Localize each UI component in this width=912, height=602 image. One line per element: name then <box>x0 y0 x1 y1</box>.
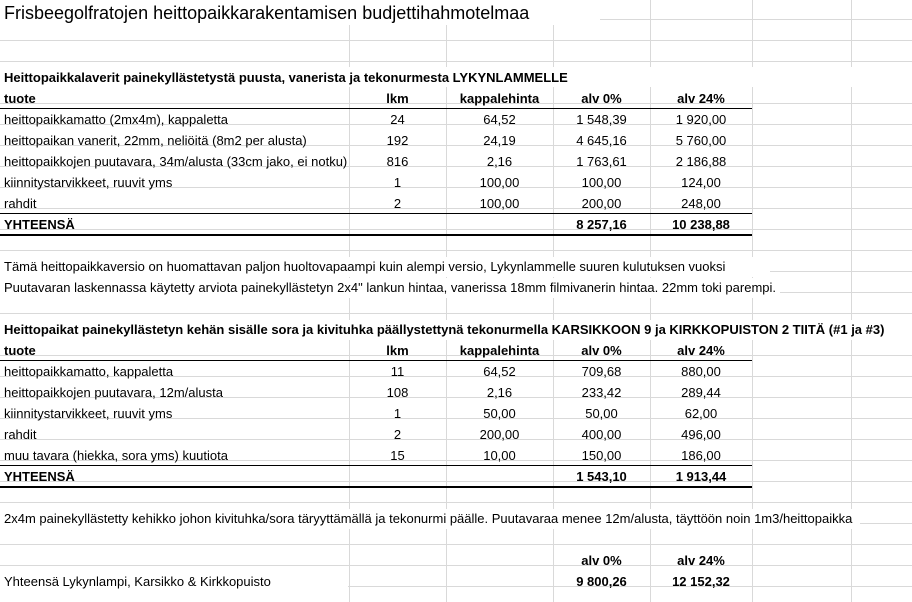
cell-tuote: rahdit <box>4 196 37 211</box>
col-header-lkm: lkm <box>386 91 409 106</box>
cell-lkm: 816 <box>386 154 409 169</box>
cell-kappalehinta: 10,00 <box>483 448 516 463</box>
total-alv0: 1 543,10 <box>576 469 627 484</box>
cell-tuote: heittopaikkojen puutavara, 34m/alusta (33cm jako, ei notku) <box>4 154 348 169</box>
note-text: Tämä heittopaikkaversio on huomattavan paljon huoltovapaampi kuin alempi versio, Lykynlammelle suuren kulutuksen vuoksi <box>4 259 726 274</box>
total-alv24: 1 913,44 <box>675 469 727 484</box>
sheet-title: Frisbeegolfratojen heittopaikkarakentamisen budjettihahmotelmaa <box>4 3 530 23</box>
table-row <box>0 151 912 172</box>
cell-kappalehinta: 100,00 <box>479 175 520 190</box>
cell-lkm: 24 <box>390 112 405 127</box>
cell-alv24: 496,00 <box>681 427 721 442</box>
cell-alv24: 1 920,00 <box>675 112 727 127</box>
total-label: YHTEENSÄ <box>4 469 75 484</box>
cell-tuote: heittopaikan vanerit, 22mm, neliöitä (8m2 per alusta) <box>4 133 307 148</box>
total-label: YHTEENSÄ <box>4 217 75 232</box>
table-row <box>0 445 912 466</box>
col-header-alv0: alv 0% <box>581 91 622 106</box>
col-header-kappalehinta: kappalehinta <box>459 91 540 106</box>
col-header-lkm: lkm <box>386 343 409 358</box>
note-text: 2x4m painekyllästetty kehikko johon kivituhka/sora täryyttämällä ja tekonurmi päälle. Puutavaraa menee 12m/alusta, täyttöön noin 1m3/heittopaikka <box>4 511 853 526</box>
grand-col-alv0: alv 0% <box>581 553 622 568</box>
table-row <box>0 172 912 193</box>
cell-alv24: 289,44 <box>681 385 721 400</box>
cell-tuote: muu tavara (hiekka, sora yms) kuutiota <box>4 448 228 463</box>
cell-lkm: 1 <box>393 175 402 190</box>
cell-alv24: 186,00 <box>681 448 721 463</box>
cell-alv0: 100,00 <box>581 175 622 190</box>
grand-total-label: Yhteensä Lykynlampi, Karsikko & Kirkkopuisto <box>4 574 271 589</box>
col-header-tuote: tuote <box>4 91 36 106</box>
grand-total-row <box>0 571 912 592</box>
col-header-alv24: alv 24% <box>677 343 725 358</box>
cell-tuote: heittopaikkamatto, kappaletta <box>4 364 174 379</box>
grand-total-alv0: 9 800,26 <box>576 574 627 589</box>
table-row <box>0 361 912 382</box>
cell-alv24: 248,00 <box>681 196 721 211</box>
cell-kappalehinta: 50,00 <box>483 406 516 421</box>
total-row <box>0 214 912 235</box>
grand-col-alv24: alv 24% <box>677 553 725 568</box>
cell-lkm: 108 <box>386 385 409 400</box>
cell-alv24: 2 186,88 <box>675 154 727 169</box>
cell-tuote: kiinnitystarvikkeet, ruuvit yms <box>4 406 173 421</box>
section2-header-row <box>0 340 912 361</box>
section1-header-row <box>0 88 912 109</box>
total-alv24: 10 238,88 <box>672 217 730 232</box>
cell-alv24: 124,00 <box>681 175 721 190</box>
cell-alv0: 709,68 <box>581 364 622 379</box>
total-alv0: 8 257,16 <box>576 217 627 232</box>
cell-kappalehinta: 2,16 <box>486 154 513 169</box>
table-row <box>0 382 912 403</box>
cell-alv0: 200,00 <box>581 196 622 211</box>
cell-alv0: 400,00 <box>581 427 622 442</box>
col-header-alv0: alv 0% <box>581 343 622 358</box>
cell-tuote: rahdit <box>4 427 37 442</box>
cell-alv0: 1 763,61 <box>576 154 627 169</box>
cell-alv24: 62,00 <box>684 406 718 421</box>
col-header-alv24: alv 24% <box>677 91 725 106</box>
cell-alv0: 50,00 <box>585 406 618 421</box>
cell-lkm: 192 <box>386 133 409 148</box>
total-row <box>0 466 912 487</box>
table-row <box>0 403 912 424</box>
table-row <box>0 130 912 151</box>
cell-kappalehinta: 100,00 <box>479 196 520 211</box>
cell-alv24: 880,00 <box>681 364 721 379</box>
cell-kappalehinta: 24,19 <box>483 133 516 148</box>
note-text: Puutavaran laskennassa käytetty arviota painekyllästetyn 2x4" lankun hintaa, vanerissa 18mm filmivanerin hintaa. 22mm toki parempi. <box>4 280 777 295</box>
cell-lkm: 11 <box>390 364 405 379</box>
cell-kappalehinta: 64,52 <box>483 112 516 127</box>
cell-alv0: 233,42 <box>581 385 622 400</box>
cell-lkm: 1 <box>393 406 402 421</box>
cell-lkm: 2 <box>393 196 402 211</box>
cell-kappalehinta: 200,00 <box>479 427 520 442</box>
table-row <box>0 424 912 445</box>
grand-total-alv24: 12 152,32 <box>672 574 730 589</box>
cell-lkm: 2 <box>393 427 402 442</box>
cell-kappalehinta: 2,16 <box>486 385 513 400</box>
cell-tuote: heittopaikkojen puutavara, 12m/alusta <box>4 385 223 400</box>
cell-kappalehinta: 64,52 <box>483 364 516 379</box>
table-row <box>0 109 912 130</box>
table-row <box>0 193 912 214</box>
cell-alv0: 4 645,16 <box>576 133 627 148</box>
col-header-tuote: tuote <box>4 343 36 358</box>
cell-alv0: 1 548,39 <box>576 112 627 127</box>
section1-heading: Heittopaikkalaverit painekyllästetystä puusta, vanerista ja tekonurmesta LYKYNLAMMELLE <box>4 70 568 85</box>
cell-tuote: heittopaikkamatto (2mx4m), kappaletta <box>4 112 228 127</box>
cell-lkm: 15 <box>390 448 405 463</box>
cell-alv0: 150,00 <box>581 448 622 463</box>
grand-total-header-row <box>0 550 912 571</box>
cell-tuote: kiinnitystarvikkeet, ruuvit yms <box>4 175 173 190</box>
col-header-kappalehinta: kappalehinta <box>459 343 540 358</box>
cell-alv24: 5 760,00 <box>675 133 727 148</box>
section2-heading: Heittopaikat painekyllästetyn kehän sisälle sora ja kivituhka päällystettynä tekonurmella KARSIKKOON 9 ja KIRKKOPUISTON 2 TIITÄ (#1 ja #3) <box>4 322 885 337</box>
